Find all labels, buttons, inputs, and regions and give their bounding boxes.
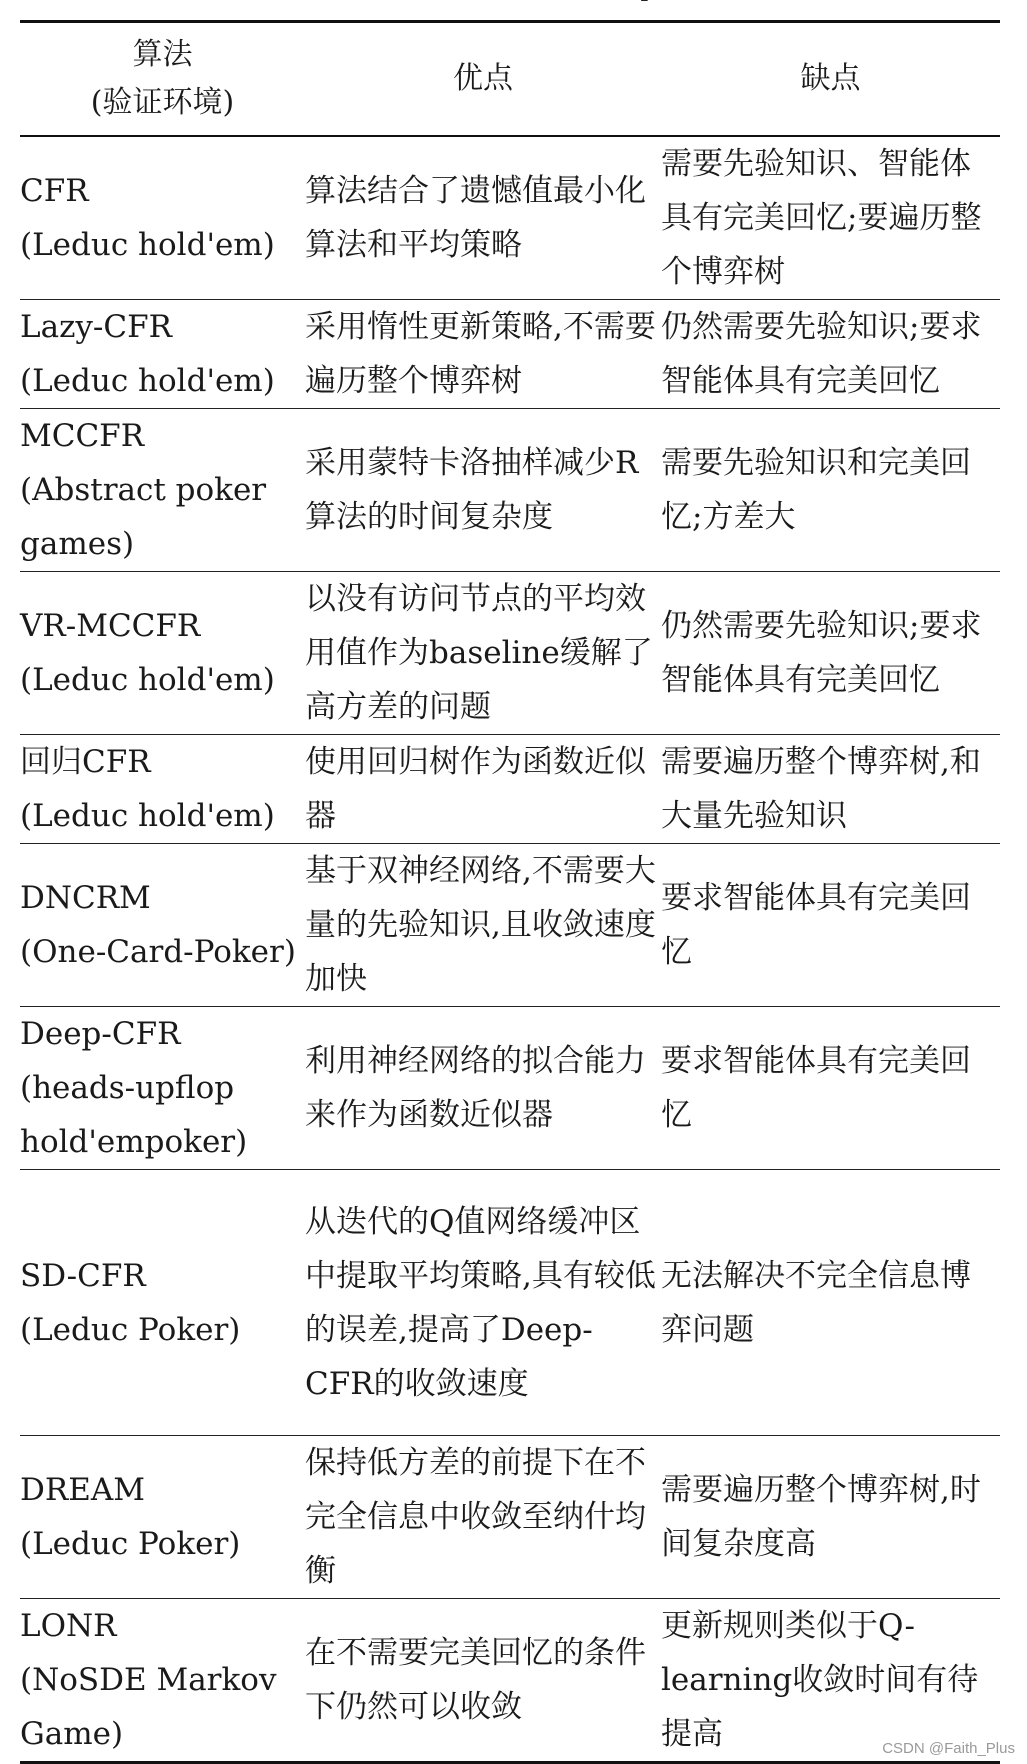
cons-cell: 要求智能体具有完美回忆 xyxy=(661,844,1000,1007)
pros-cell: 使用回归树作为函数近似器 xyxy=(305,735,661,844)
algorithm-cell xyxy=(20,1170,305,1436)
csdn-watermark: CSDN @Faith_Plus xyxy=(882,1740,1015,1757)
table-row xyxy=(20,1436,1000,1599)
pros-cell: 保持低方差的前提下在不完全信息中收敛至纳什均衡 xyxy=(305,1436,661,1599)
algorithm-name: Deep-CFR xyxy=(20,1016,181,1052)
algorithm-environment: (Leduc hold'em) xyxy=(20,662,275,698)
algorithm-environment: (NoSDE Markov Game) xyxy=(20,1662,277,1752)
pros-cell: 从迭代的Q值网络缓冲区中提取平均策略,具有较低的误差,提高了Deep- CFR的收敛速度 xyxy=(305,1170,661,1436)
cons-cell: 仍然需要先验知识;要求智能体具有完美回忆 xyxy=(661,572,1000,735)
cons-cell: 需要先验知识、智能体具有完美回忆;要遍历整个博弈树 xyxy=(661,136,1000,300)
algorithm-environment: (heads-upflop hold'empoker) xyxy=(20,1070,248,1160)
table-row xyxy=(20,136,1000,300)
algorithm-cell xyxy=(20,300,305,409)
algorithm-cell xyxy=(20,844,305,1007)
algorithm-environment: (Abstract poker games) xyxy=(20,472,267,562)
cons-cell: 更新规则类似于Q-learning收敛时间有待提高 xyxy=(661,1599,1000,1763)
algorithm-name: 回归CFR xyxy=(20,744,151,780)
algorithm-name: CFR xyxy=(20,173,89,209)
cons-cell: 仍然需要先验知识;要求智能体具有完美回忆 xyxy=(661,300,1000,409)
pros-cell: 利用神经网络的拟合能力来作为函数近似器 xyxy=(305,1007,661,1170)
algorithm-environment: (Leduc hold'em) xyxy=(20,798,275,834)
table-row xyxy=(20,735,1000,844)
pros-cell: 在不需要完美回忆的条件下仍然可以收敛 xyxy=(305,1599,661,1763)
pros-cell: 以没有访问节点的平均效用值作为baseline缓解了高方差的问题 xyxy=(305,572,661,735)
table-row xyxy=(20,572,1000,735)
algorithm-environment: (Leduc Poker) xyxy=(20,1311,241,1348)
algorithm-cell xyxy=(20,572,305,735)
algorithm-cell xyxy=(20,735,305,844)
algorithm-name: DREAM xyxy=(20,1472,145,1508)
algorithm-name: Lazy-CFR xyxy=(20,309,172,345)
cropped-caption-fragment xyxy=(640,0,649,12)
cons-cell: 需要遍历整个博弈树,和大量先验知识 xyxy=(661,735,1000,844)
pros-cell: 算法结合了遗憾值最小化算法和平均策略 xyxy=(305,136,661,300)
table-row xyxy=(20,409,1000,572)
pros-cell: 采用蒙特卡洛抽样减少R算法的时间复杂度 xyxy=(305,409,661,572)
header-pros-cell: 优点 xyxy=(305,22,661,137)
algorithm-environment: (Leduc hold'em) xyxy=(20,227,275,263)
pros-cell: 采用惰性更新策略,不需要遍历整个博弈树 xyxy=(305,300,661,409)
cons-cell: 要求智能体具有完美回忆 xyxy=(661,1007,1000,1170)
table-row xyxy=(20,1599,1000,1763)
algorithm-name: DNCRM xyxy=(20,880,151,916)
algorithm-environment: (One-Card-Poker) xyxy=(20,934,296,970)
algorithm-cell xyxy=(20,409,305,572)
table-row xyxy=(20,1007,1000,1170)
header-cons-cell: 缺点 xyxy=(661,22,1000,137)
table-header xyxy=(20,22,1000,137)
header-algorithm-cell xyxy=(20,22,305,137)
algorithm-environment: (Leduc Poker) xyxy=(20,1526,241,1562)
cons-cell: 需要先验知识和完美回忆;方差大 xyxy=(661,409,1000,572)
algorithm-name: SD-CFR xyxy=(20,1257,146,1294)
algorithm-cell xyxy=(20,1007,305,1170)
pros-cell: 基于双神经网络,不需要大量的先验知识,且收敛速度加快 xyxy=(305,844,661,1007)
algorithm-cell xyxy=(20,1436,305,1599)
header-environment-label: (验证环境) xyxy=(90,85,235,120)
algorithm-name: VR-MCCFR xyxy=(20,608,201,644)
algorithm-environment: (Leduc hold'em) xyxy=(20,363,275,399)
table-row xyxy=(20,844,1000,1007)
algorithm-name: LONR xyxy=(20,1608,117,1644)
algorithm-cell xyxy=(20,1599,305,1763)
header-algorithm-label: 算法 xyxy=(132,37,193,72)
algorithm-name: MCCFR xyxy=(20,418,145,454)
algorithm-comparison-table xyxy=(20,20,1000,1764)
header-row xyxy=(20,22,1000,137)
table-row xyxy=(20,1170,1000,1436)
table-row xyxy=(20,300,1000,409)
cons-cell: 需要遍历整个博弈树,时间复杂度高 xyxy=(661,1436,1000,1599)
table-body xyxy=(20,136,1000,1763)
algorithm-cell xyxy=(20,136,305,300)
cons-cell: 无法解决不完全信息博弈问题 xyxy=(661,1170,1000,1436)
